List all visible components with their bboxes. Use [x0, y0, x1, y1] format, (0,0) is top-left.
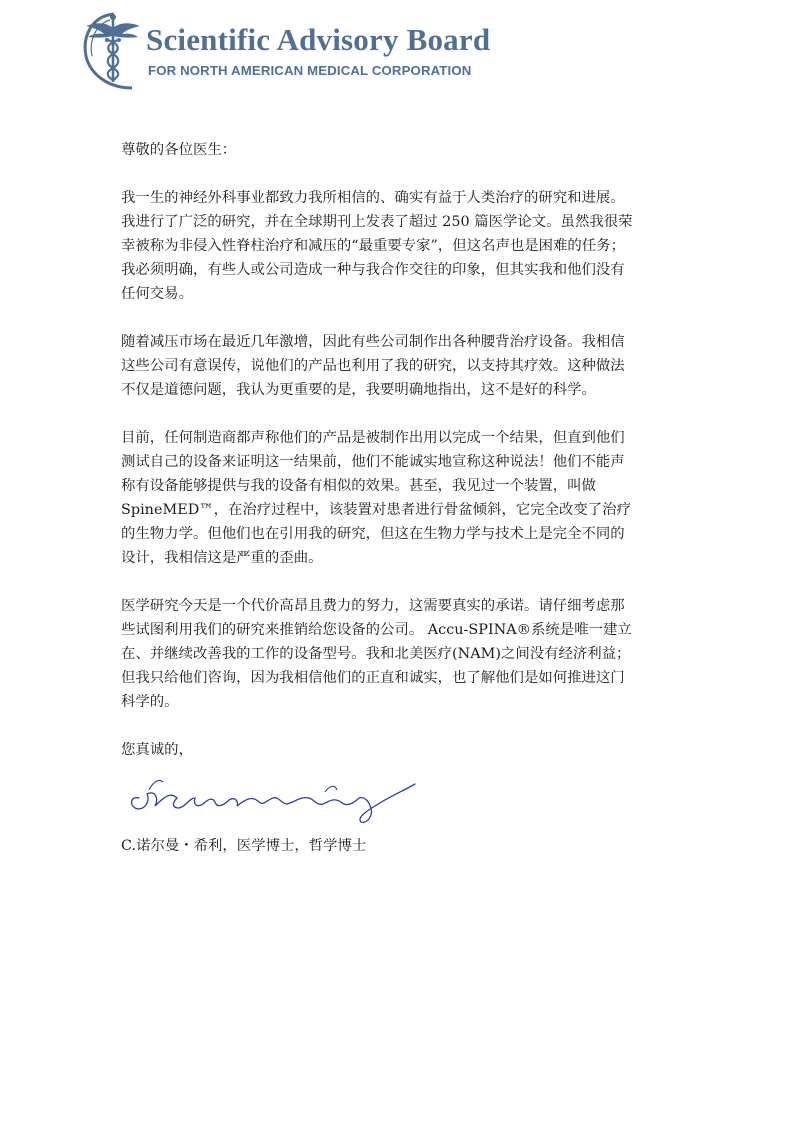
caduceus-icon [80, 10, 144, 92]
signer-name: C.诺尔曼・希利，医学博士，哲学博士 [121, 838, 367, 854]
salutation: 尊敬的各位医生： [121, 142, 237, 158]
paragraph-1: 我一生的神经外科事业都致力我所相信的、确实有益于人类治疗的研究和进展。 我进行了广泛的研究，并在全球期刊上发表了超过 250 篇医学论文。虽然我很荣 幸被称为非侵入性脊柱治疗和减压的“最重要专家”，但这名声也是困难的任务； 我必须明确，有些人或公司造成一种与我合作交往的印象，但其实我和他们没有 任何交易。 [121, 190, 633, 302]
handwritten-signature [125, 768, 425, 832]
organization-subtitle: FOR NORTH AMERICAN MEDICAL CORPORATION [148, 63, 472, 78]
paragraph-2: 随着减压市场在最近几年激增，因此有些公司制作出各种腰背治疗设备。我相信 这些公司有意误传，说他们的产品也利用了我的研究，以支持其疗效。这种做法 不仅是道德问题，我认为更重要的是，我要明确地指出，这不是好的科学。 [121, 334, 625, 398]
paragraph-3: 目前，任何制造商都声称他们的产品是被制作出用以完成一个结果，但直到他们 测试自己的设备来证明这一结果前，他们不能诚实地宣称这种说法！他们不能声 称有设备能够提供与我的设备有相似的效果。甚至，我见过一个装置，叫做 SpineMED™，在治疗过程中，该装置对患者进行骨盆倾斜，它完全改变了治疗 的生物力学。但他们也在引用我的研究，但这在生物力学与技术上是完全不同的 设计，我相信这是严重的歪曲。 [121, 430, 631, 566]
closing: 您真诚的， [121, 742, 193, 758]
letterhead [80, 10, 540, 92]
letter-body [121, 138, 699, 858]
organization-title: Scientific Advisory Board [146, 22, 491, 57]
paragraph-4: 医学研究今天是一个代价高昂且费力的努力，这需要真实的承诺。请仔细考虑那 些试图利用我们的研究来推销给您设备的公司。 Accu-SPINA®系统是唯一建立 在、并继续改善我的工作的设备型号。我和北美医疗(NAM)之间没有经济利益； 但我只给他们咨询，因为我相信他们的正直和诚实，也了解他们是如何推进这门 科学的。 [121, 598, 632, 710]
